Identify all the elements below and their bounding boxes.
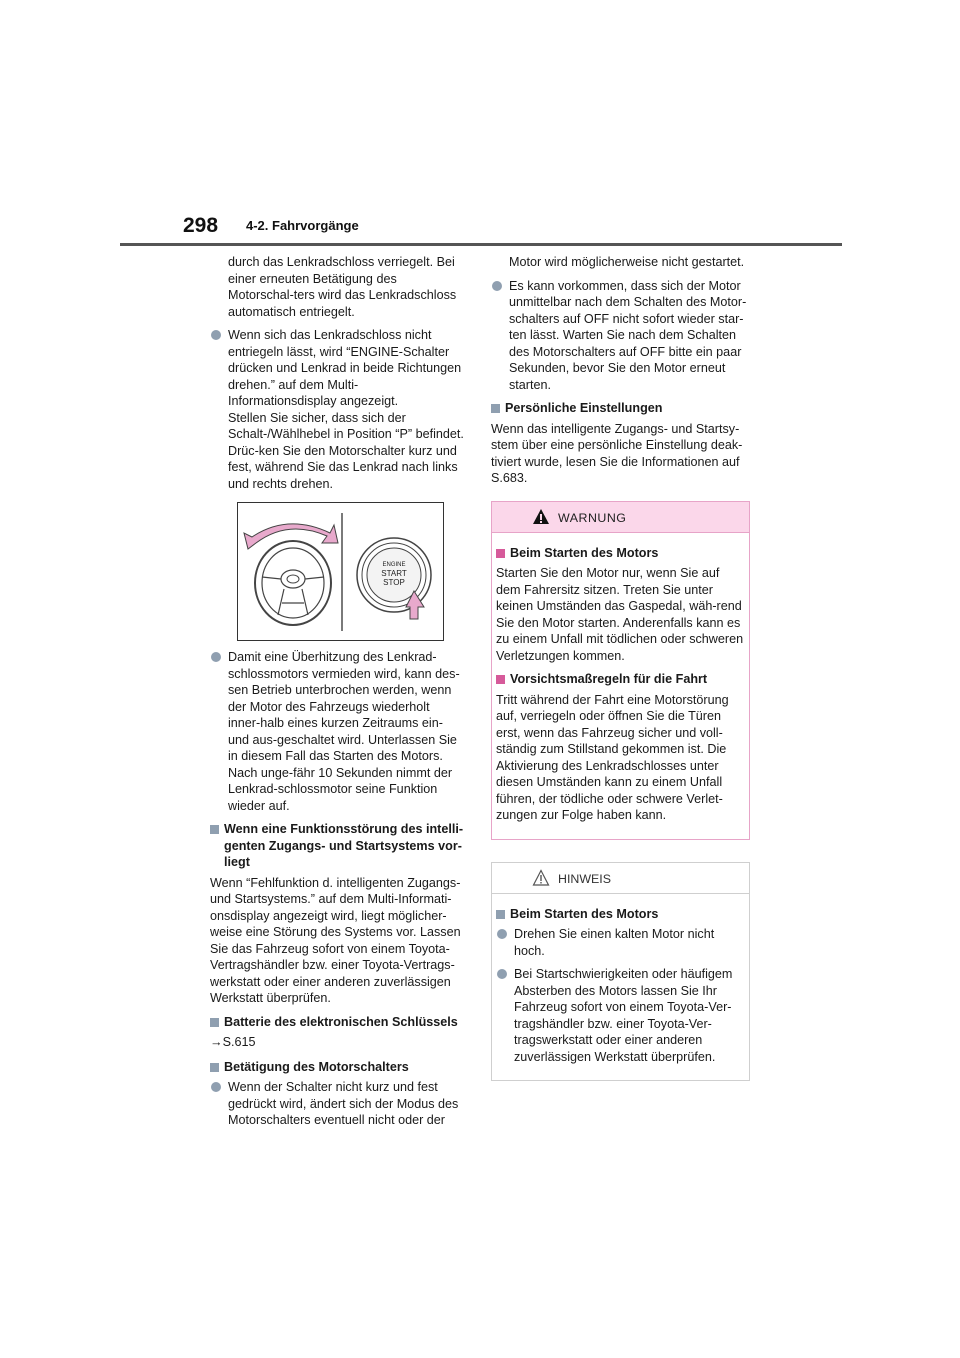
note-body — [492, 894, 749, 1081]
paragraph-personal-settings: Wenn das intelligente Zugangs- und Startsy-stem über eine persönliche Einstellung deak-tiviert wurde, lesen Sie die Informationen auf S.683. — [491, 421, 743, 485]
warning-paragraph-driving: Tritt während der Fahrt eine Motorstörung auf, verriegeln oder öffnen Sie die Türen erst, wenn das Fahrzeug sicher und voll-ständig zum Stillstand gekommen ist. Die Aktivierung des Lenkradschlosses unter diesen Umständen kann zu einem Unfall führen, der tödliche oder schwere Verlet-zungen zur Folge haben kann. — [496, 692, 729, 822]
square-marker-icon — [210, 825, 219, 834]
heading-key-battery — [210, 1014, 465, 1031]
header-rule — [120, 243, 842, 246]
square-marker-icon — [210, 1063, 219, 1072]
bullet-dot-icon — [492, 281, 502, 291]
steering-wheel-illustration — [237, 502, 444, 641]
warning-body — [492, 533, 749, 839]
square-marker-icon — [496, 549, 505, 558]
bullet-text-2: Stellen Sie sicher, dass sich der Schalt-/Wählhebel in Position “P” befindet. Drüc-ken Sie den Motorschalter kurz und fest, während Sie das Lenkrad nach links und rechts drehen. — [228, 410, 464, 491]
warning-heading-driving — [496, 671, 745, 688]
bullet-text: Wenn sich das Lenkradschloss nicht entriegeln lässt, wird “ENGINE-Schalter drücken und Lenkrad in beide Richtungen drehen.” auf dem Multi-Informationsdisplay angezeigt. — [228, 328, 462, 408]
heading-text: Batterie des elektronischen Schlüssels — [224, 1014, 458, 1029]
button-label-stop: STOP — [383, 578, 405, 587]
button-label-engine: ENGINE — [382, 562, 406, 568]
heading-text: Vorsichtsmaßregeln für die Fahrt — [510, 672, 708, 686]
bullet-text: Drehen Sie einen kalten Motor nicht hoch. — [514, 927, 715, 958]
square-marker-icon — [496, 675, 505, 684]
note-bullet-cold-engine — [496, 926, 745, 959]
warning-triangle-icon — [532, 508, 550, 525]
continued-paragraph: Motor wird möglicherweise nicht gestartet. — [509, 255, 745, 269]
heading-text: Beim Starten des Motors — [510, 545, 659, 560]
heading-text: Wenn eine Funktionsstörung des intelli-genten Zugangs- und Startsystems vor-liegt — [224, 822, 464, 869]
bullet-dot-icon — [497, 969, 507, 979]
bullet-dot-icon — [211, 1082, 221, 1092]
page-number: 298 — [183, 214, 219, 237]
bullet-steering-lock — [210, 327, 465, 492]
left-column — [210, 254, 465, 1136]
heading-text: Betätigung des Motorschalters — [224, 1059, 409, 1074]
warning-title-bar — [492, 502, 749, 533]
warning-heading-start — [496, 545, 745, 562]
warning-box — [491, 501, 750, 840]
bullet-overheat — [210, 649, 465, 814]
heading-engine-switch — [210, 1059, 465, 1076]
note-heading-start — [496, 906, 745, 923]
caution-triangle-icon — [532, 869, 550, 886]
note-title: HINWEIS — [558, 871, 612, 886]
warning-paragraph-start: Starten Sie den Motor nur, wenn Sie auf dem Fahrersitz sitzen. Treten Sie unter keinen Umständen das Gaspedal, wäh-rend Sie den Motor starten. Anderenfalls kann es zu einem Unfall mit tödlichen oder schweren Verletzungen kommen. — [496, 566, 744, 663]
square-marker-icon — [496, 910, 505, 919]
heading-personal-settings — [491, 400, 750, 417]
bullet-text: Bei Startschwierigkeiten oder häufigem Absterben des Motors lassen Sie Ihr Fahrzeug sofort von einem Toyota-Ver-tragshändler bzw. einer Toyota-Ver-tragswerkstatt oder einer anderen zuverlässigen Werkstatt überprüfen. — [514, 967, 733, 1064]
bullet-text: Damit eine Überhitzung des Lenkrad-schlossmotors vermieden wird, kann des-sen Betrieb unterbrochen werden, wenn der Motor des Fahrzeugs wiederholt inner-halb eines kurzen Zeitraums ein- und aus-geschaltet wird. Unterlassen Sie in diesem Fall das Starten des Motors. Nach unge-fähr 10 Sekunden nimmt der Lenkrad-schlossmotor seine Funktion wieder auf. — [228, 650, 460, 813]
heading-text: Beim Starten des Motors — [510, 906, 659, 921]
heading-text: Persönliche Einstellungen — [505, 401, 663, 415]
heading-malfunction — [210, 821, 465, 871]
bullet-dot-icon — [211, 652, 221, 662]
section-title: 4-2. Fahrvorgänge — [246, 218, 359, 233]
bullet-switch-press — [210, 1079, 465, 1129]
note-box — [491, 862, 750, 1082]
warning-title: WARNUNG — [558, 510, 627, 525]
bullet-text: Wenn der Schalter nicht kurz und fest gedrückt wird, ändert sich der Modus des Motorschalters eventuell nicht oder der — [228, 1080, 459, 1127]
bullet-text: Es kann vorkommen, dass sich der Motor unmittelbar nach dem Schalten des Motor-schalters auf OFF nicht sofort wieder star-ten lässt. Warten Sie nach dem Schalten des Motorschalters auf OFF bitte ein paar Sekunden, bevor Sie den Motor erneut starten. — [509, 278, 747, 392]
paragraph-malfunction: Wenn “Fehlfunktion d. intelligenten Zugangs- und Startsystems.” auf dem Multi-Informati-onsdisplay angezeigt wird, liegt möglicher-weise eine Störung des Systems vor. Lassen Sie das Fahrzeug sofort von einem Toyota-Vertragshändler bzw. einer Toyota-Vertrags-werkstatt oder einer anderen zuverlässigen Werkstatt überprüfen. — [210, 875, 461, 1005]
square-marker-icon — [491, 404, 500, 413]
note-bullet-start-problems — [496, 966, 745, 1065]
rotate-arrow-icon — [244, 524, 338, 549]
page-reference: →S.615 — [210, 1035, 256, 1049]
button-label-start: START — [381, 569, 407, 578]
steering-wheel-and-button-drawing — [238, 503, 443, 640]
square-marker-icon — [210, 1018, 219, 1027]
right-column — [491, 254, 750, 1081]
continued-paragraph: durch das Lenkradschloss verriegelt. Bei einer erneuten Betätigung des Motorschal-ters wird das Lenkradschloss automatisch entriegelt. — [228, 255, 457, 319]
bullet-restart — [491, 278, 750, 394]
bullet-dot-icon — [497, 929, 507, 939]
note-title-bar — [492, 863, 749, 894]
bullet-dot-icon — [211, 330, 221, 340]
